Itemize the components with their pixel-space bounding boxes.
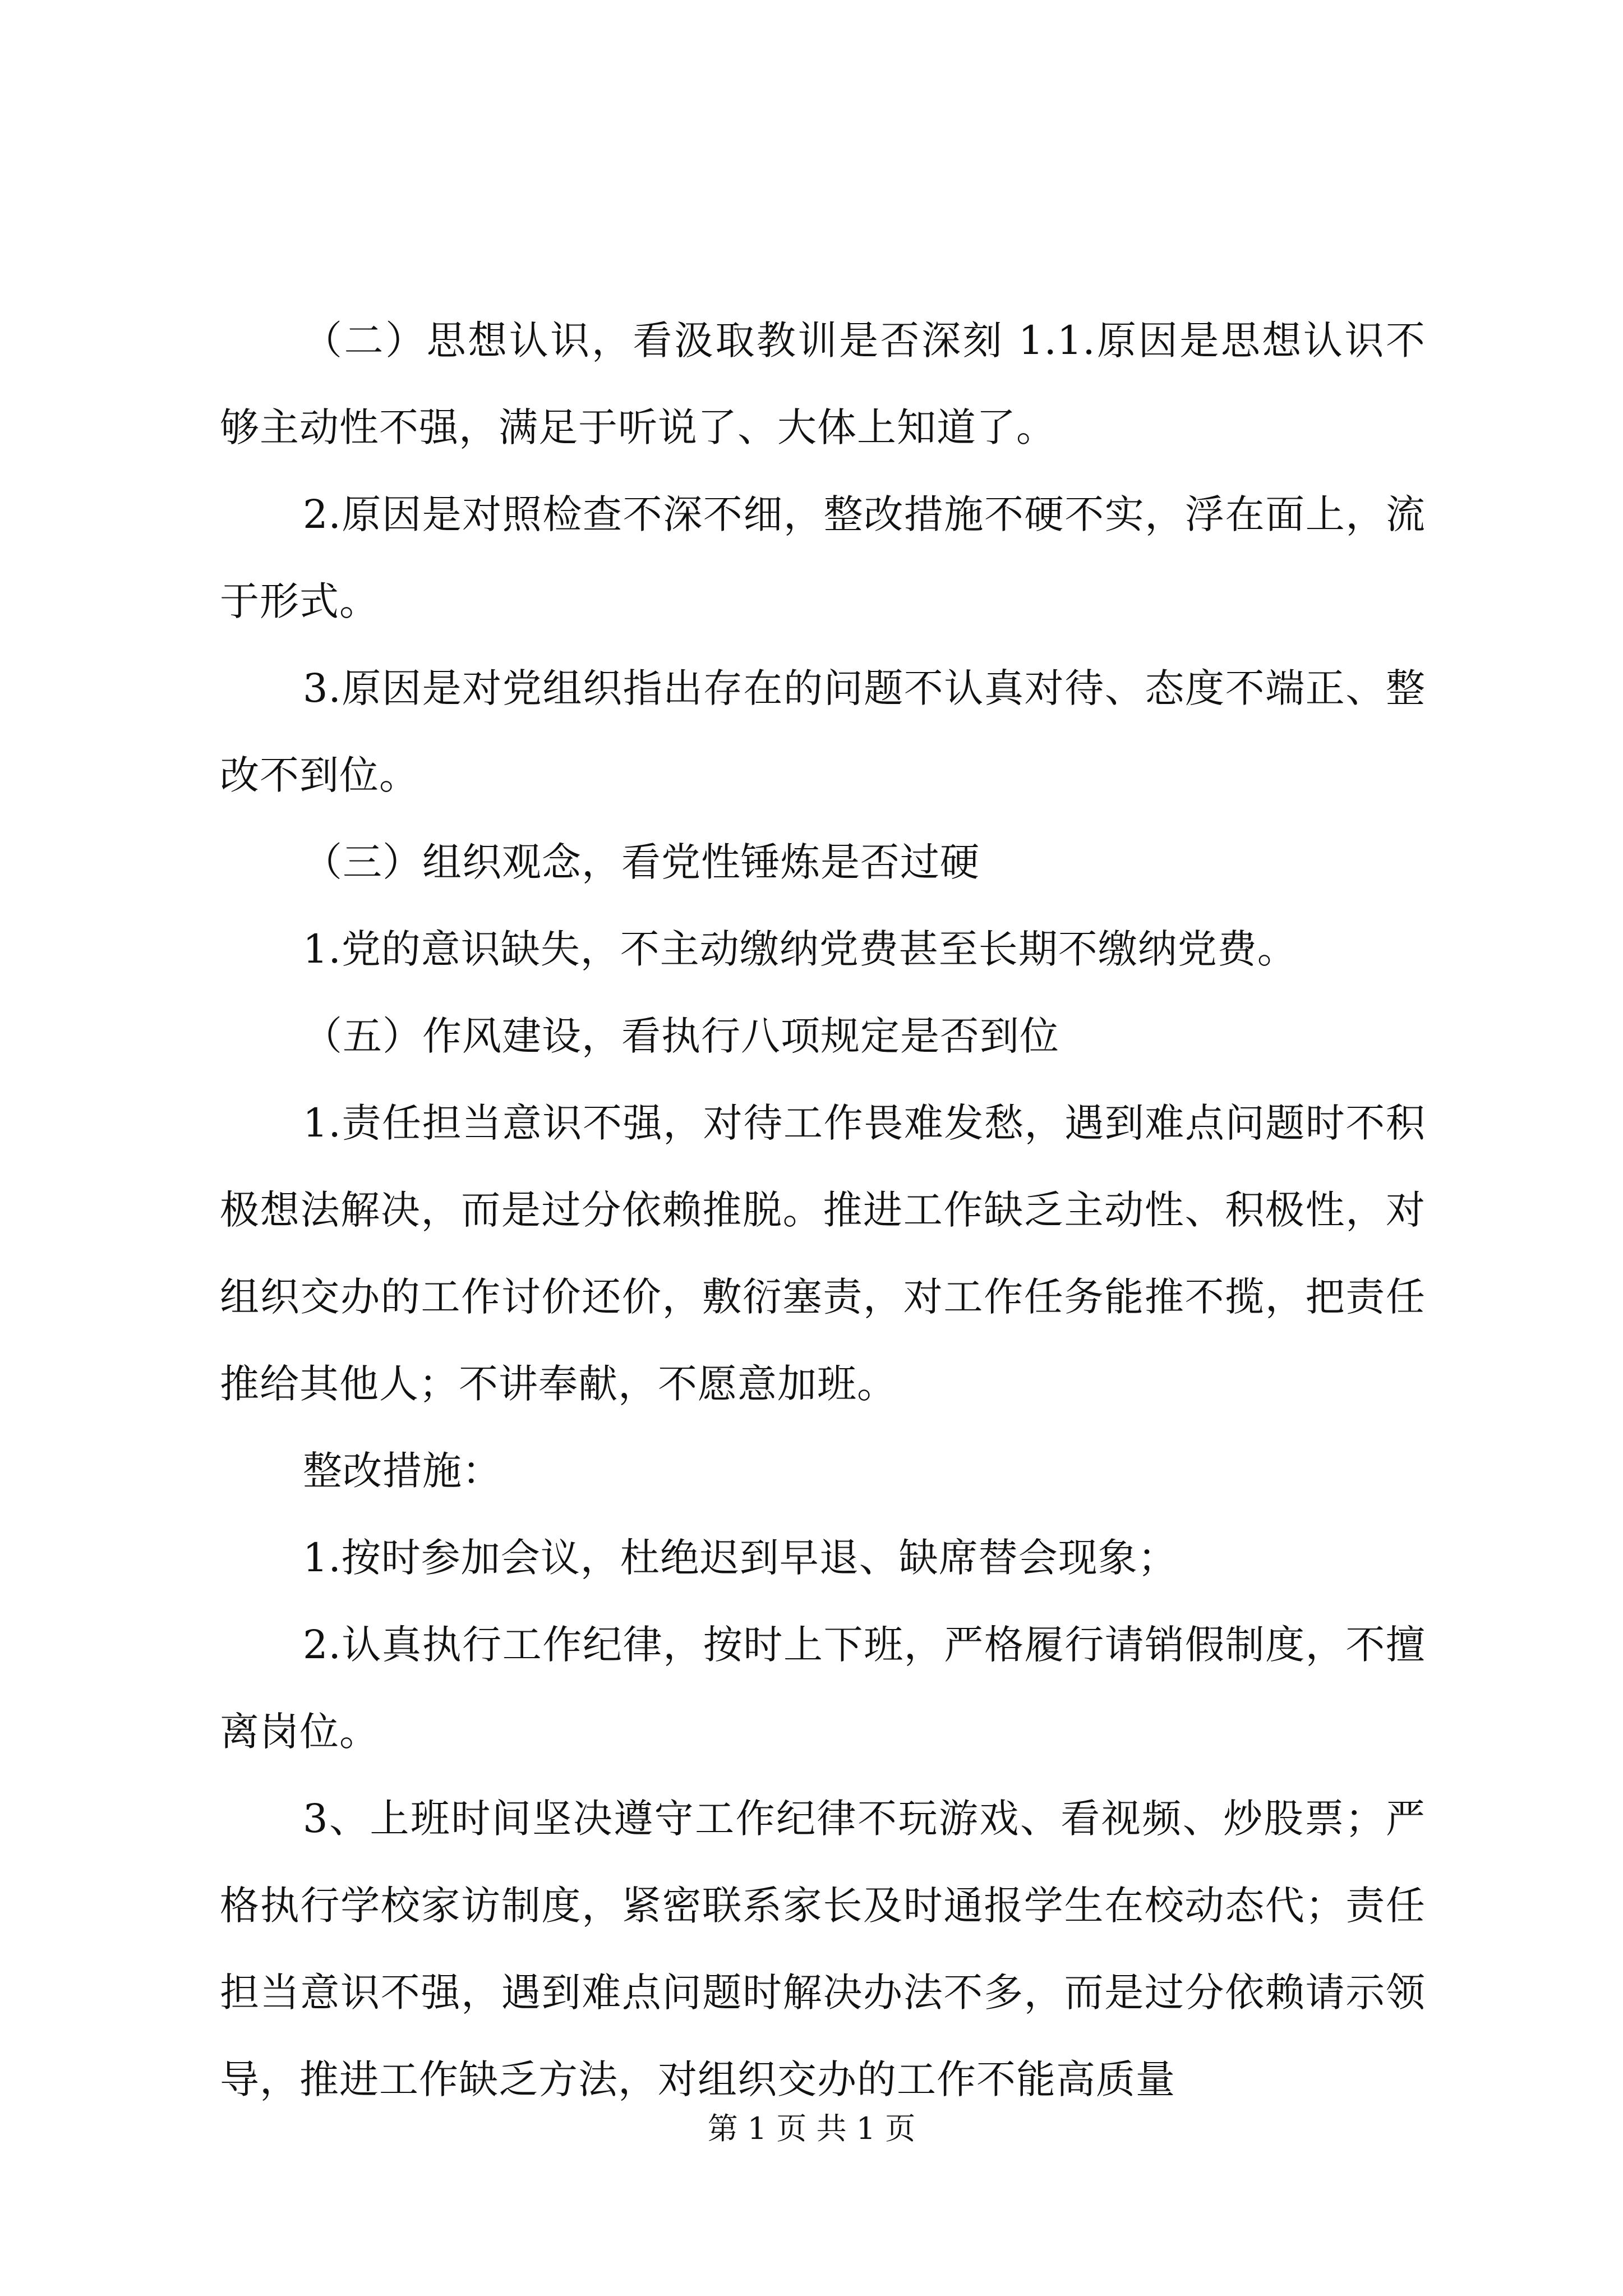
paragraph-party-awareness: 1.党的意识缺失，不主动缴纳党费甚至长期不缴纳党费。	[303, 926, 1297, 972]
paragraph-section-2-heading: （二）思想认识，看汲取教训是否深刻 1.1.原因是思想认识不够主动性不强，满足于听说了、大体上知道了。	[220, 318, 1426, 450]
paragraph-section-5-heading: （五）作风建设，看执行八项规定是否到位	[303, 1013, 1059, 1059]
document-body	[220, 297, 1426, 2123]
paragraph-measures-heading: 整改措施：	[303, 1448, 502, 1494]
page-footer: 第 1 页 共 1 页	[707, 2111, 916, 2146]
paragraph-reason-3: 3.原因是对党组织指出存在的问题不认真对待、态度不端正、整改不到位。	[220, 665, 1426, 798]
paragraph-measure-3: 3、上班时间坚决遵守工作纪律不玩游戏、看视频、炒股票；严格执行学校家访制度，紧密联系家长及时通报学生在校动态代；责任担当意识不强，遇到难点问题时解决办法不多，而是过分依赖请示领导，推进工作缺乏方法，对组织交办的工作不能高质量	[220, 1796, 1426, 2102]
paragraph-reason-2: 2.原因是对照检查不深不细，整改措施不硬不实，浮在面上，流于形式。	[220, 491, 1426, 624]
paragraph-measure-2: 2.认真执行工作纪律，按时上下班，严格履行请销假制度，不擅离岗位。	[220, 1622, 1426, 1755]
paragraph-section-3-heading: （三）组织观念，看党性锤炼是否过硬	[303, 839, 980, 885]
paragraph-measure-1: 1.按时参加会议，杜绝迟到早退、缺席替会现象；	[303, 1535, 1178, 1581]
paragraph-responsibility: 1.责任担当意识不强，对待工作畏难发愁，遇到难点问题时不积极想法解决，而是过分依赖推脱。推进工作缺乏主动性、积极性，对组织交办的工作讨价还价，敷衍塞责，对工作任务能推不揽，把责任推给其他人；不讲奉献，不愿意加班。	[220, 1100, 1426, 1407]
